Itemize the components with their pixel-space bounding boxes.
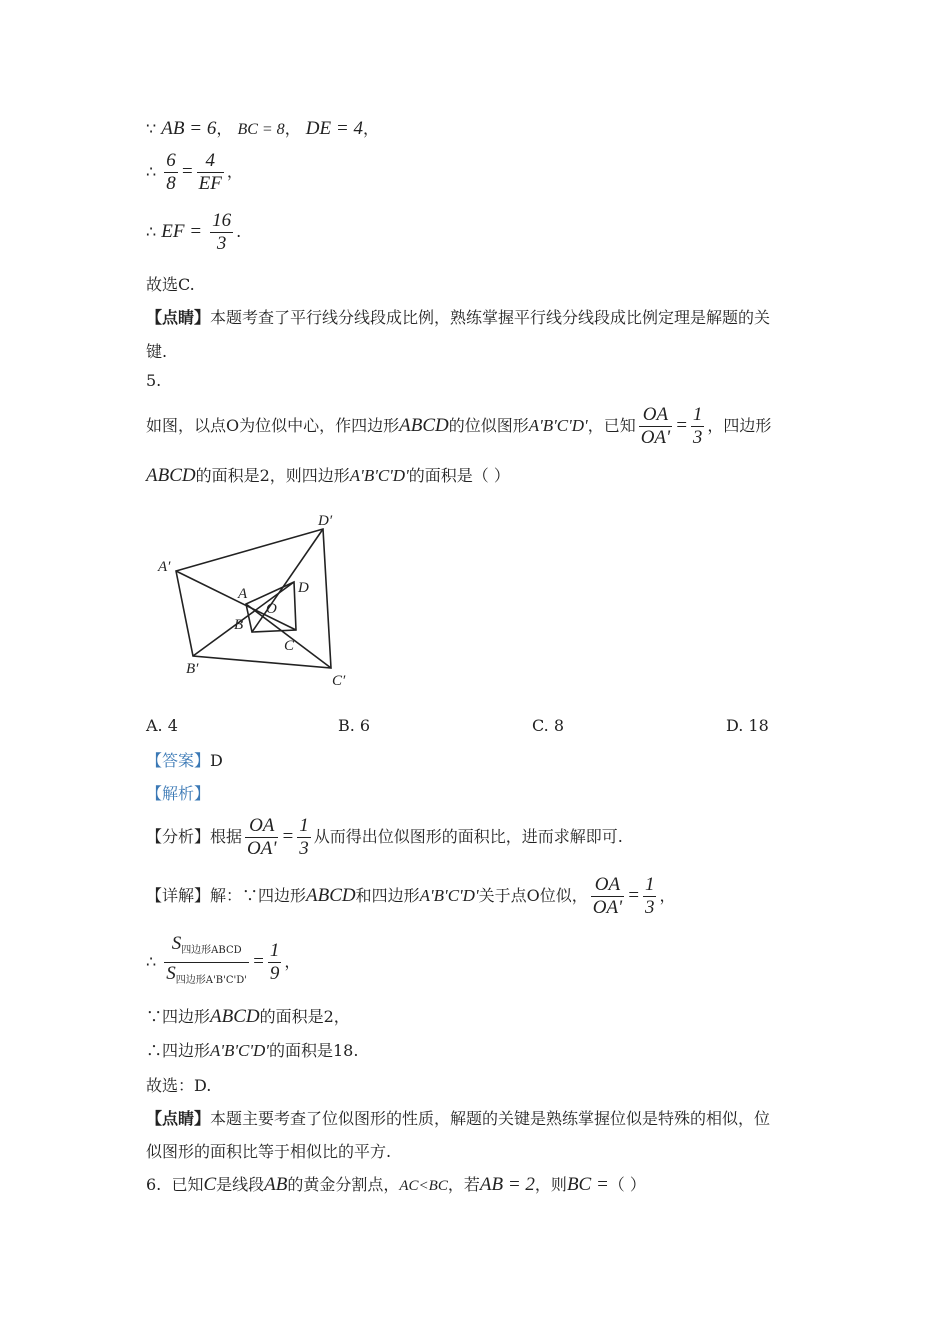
fraction [164, 150, 178, 195]
ray-c [246, 604, 331, 668]
math-abcd: ABCD [399, 415, 449, 436]
result-line [146, 210, 241, 255]
text: 根据 [210, 827, 243, 846]
denominator: EF [198, 173, 222, 194]
equals: = [252, 951, 265, 973]
numerator: OA [245, 815, 278, 838]
label-c-prime: C′ [332, 673, 346, 689]
separator: ， [216, 119, 233, 138]
area-ratio-fraction [164, 933, 249, 992]
fraction [639, 404, 672, 449]
text: ，四边形 [707, 416, 772, 435]
fraction [245, 815, 278, 860]
denominator: 3 [299, 838, 309, 859]
comma: ， [362, 119, 379, 138]
fraction [691, 404, 705, 449]
math-abcd: ABCD [210, 1006, 260, 1027]
text: ，若 [447, 1175, 480, 1194]
math-abcd-prime: A'B'C'D' [349, 466, 409, 485]
subscript: 四边形A'B'C'D' [175, 975, 248, 987]
proportion-line [146, 150, 243, 195]
option-a: A. 4 [146, 716, 178, 735]
denominator: 8 [166, 173, 176, 194]
text: 如图，以点O为位似中心，作四边形 [146, 416, 400, 435]
fraction [197, 150, 224, 195]
math-abcd-prime: A'B'C'D' [528, 416, 588, 435]
s-symbol: S [171, 933, 182, 954]
option-d: D. 18 [726, 716, 769, 735]
ratio-line [146, 933, 300, 992]
because-symbol: ∵ [146, 119, 157, 138]
text: 和四边形 [355, 886, 420, 905]
text: 已知 [171, 1175, 204, 1194]
numerator: 1 [644, 874, 655, 895]
equals: = [281, 826, 295, 847]
numerator [164, 933, 249, 963]
label-o: O [266, 601, 277, 617]
fraction [297, 815, 311, 860]
math-abcd-prime: A'B'C'D' [419, 886, 479, 905]
math-abcd: ABCD [306, 885, 356, 906]
fraction [591, 874, 624, 919]
text: ∵四边形 [146, 1007, 211, 1026]
question-number: 6. [146, 1175, 162, 1194]
math-ab: AB = 6 [161, 118, 217, 139]
numerator: 1 [299, 815, 309, 836]
denominator: OA' [592, 897, 623, 918]
question-5-line1 [146, 404, 771, 449]
subscript: 四边形ABCD [181, 945, 242, 957]
denominator: 3 [644, 897, 655, 918]
fraction [643, 874, 657, 919]
text: ∴四边形 [146, 1041, 211, 1060]
given-line [146, 116, 379, 140]
therefore-symbol: ∴ [146, 222, 157, 241]
dianjing-cont: 似图形的面积比等于相似比的平方. [146, 1142, 392, 1161]
dianjing-line [146, 305, 770, 328]
label-d: D [298, 580, 309, 596]
denominator: 3 [692, 427, 703, 448]
therefore-line [146, 1038, 358, 1061]
fenxi-line [146, 815, 623, 860]
denominator: OA' [247, 838, 277, 859]
answer-value: D [210, 751, 223, 770]
math-de: DE = 4 [305, 118, 363, 139]
text: 从而得出位似图形的面积比，进而求解即可. [313, 827, 623, 846]
fraction [268, 940, 282, 985]
equals: = [627, 885, 640, 906]
xiangjie-line [146, 874, 675, 919]
option-c: C. 8 [532, 716, 565, 735]
text: 关于点O位似， [478, 886, 588, 905]
denominator: 9 [269, 963, 280, 985]
therefore-symbol: ∴ [146, 162, 157, 181]
dianjing-line-2 [146, 1106, 770, 1129]
text: ，已知 [587, 416, 636, 435]
question-number: 5. [146, 371, 162, 390]
separator: ， [284, 119, 301, 138]
text: ，则 [534, 1175, 567, 1194]
text: 的面积是18. [268, 1041, 359, 1060]
period: . [236, 222, 242, 241]
dianjing-cont: 键. [146, 342, 168, 361]
choose-line: 故选C. [146, 275, 195, 294]
math-bc: BC = [566, 1174, 609, 1195]
text: 的黄金分割点， [287, 1175, 400, 1194]
dianjing-tag: 【点睛】 [146, 308, 211, 327]
analysis-tag: 【解析】 [146, 784, 211, 803]
denominator [164, 963, 249, 992]
label-b: B [234, 617, 244, 633]
math-abcd-prime: A'B'C'D' [210, 1041, 269, 1060]
homothety-figure [150, 505, 360, 695]
question-5-line2 [146, 463, 510, 487]
numerator: 1 [692, 404, 703, 425]
fenxi-tag: 【分析】 [146, 827, 211, 846]
numerator: 4 [197, 150, 224, 173]
label-a: A [238, 586, 248, 602]
math-ef: EF = [161, 221, 203, 242]
text: 的位似图形 [448, 416, 529, 435]
fraction [210, 210, 233, 255]
numerator: 16 [212, 210, 232, 231]
answer-tag: 【答案】 [146, 751, 211, 770]
math-bc: BC = 8 [237, 121, 285, 138]
comma: ， [284, 952, 301, 972]
numerator: 1 [269, 940, 280, 962]
choose-line-2: 故选：D. [146, 1076, 212, 1095]
text: 解：∵四边形 [210, 886, 307, 905]
option-b: B. 6 [338, 716, 371, 735]
label-b-prime: B′ [186, 661, 199, 677]
equals: = [180, 161, 194, 182]
xiangjie-tag: 【详解】 [146, 886, 211, 905]
dianjing-text: 本题考查了平行线分线段成比例，熟练掌握平行线分线段成比例定理是解题的关 [210, 308, 771, 327]
math-abcd: ABCD [146, 465, 196, 486]
denominator: OA' [640, 427, 671, 448]
numerator: OA [639, 404, 672, 427]
text: （ ） [608, 1175, 646, 1194]
dianjing-text: 本题主要考查了位似图形的性质，解题的关键是熟练掌握位似是特殊的相似，位 [210, 1109, 771, 1128]
comma: ， [659, 886, 676, 905]
text: 的面积是2， [259, 1007, 350, 1026]
text: 是线段 [216, 1175, 265, 1194]
denominator: 3 [216, 233, 227, 254]
label-d-prime: D′ [318, 513, 333, 529]
numerator: OA [591, 874, 624, 897]
label-c: C [284, 638, 295, 654]
s-symbol: S [166, 963, 176, 985]
question-6 [146, 1172, 646, 1196]
dianjing-tag: 【点睛】 [146, 1109, 211, 1128]
text: 的面积是（ ） [408, 466, 510, 485]
math-ab-value: AB = 2 [479, 1174, 535, 1195]
equals: = [675, 415, 688, 436]
comma: ， [226, 162, 243, 181]
math-ab: AB [264, 1174, 288, 1195]
because-line [146, 1004, 350, 1028]
answer-line [146, 748, 223, 771]
math-c: C [203, 1174, 217, 1195]
numerator: 6 [166, 150, 176, 171]
label-a-prime: A′ [158, 559, 171, 575]
math-condition: AC<BC [399, 1178, 448, 1194]
text: 的面积是2，则四边形 [195, 466, 350, 485]
therefore-symbol: ∴ [146, 952, 157, 972]
